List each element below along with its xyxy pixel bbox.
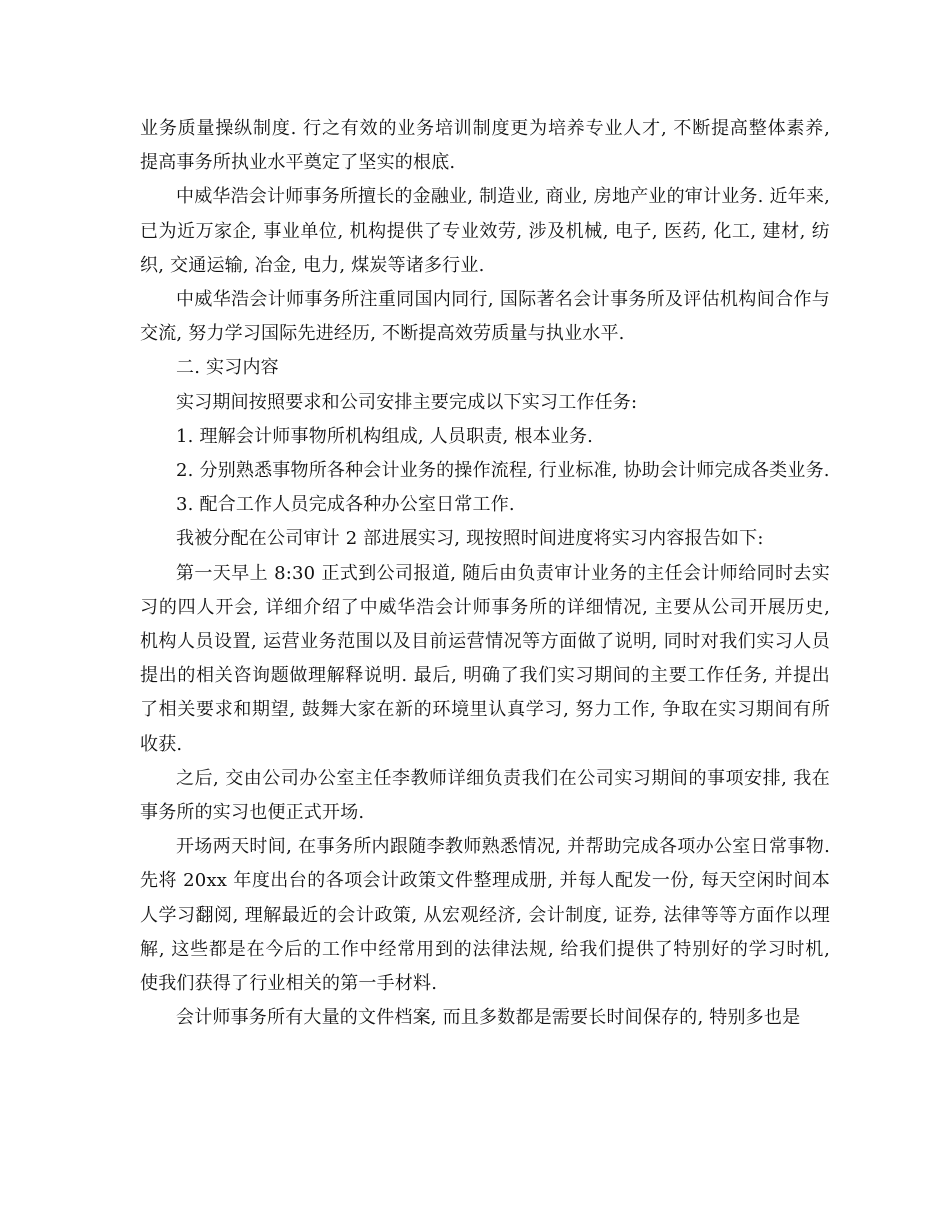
section-heading-internship-content: 二. 实习内容: [176, 357, 279, 379]
list-item-1: 1. 理解会计师事物所机构组成, 人员职责, 根本业务.: [176, 425, 594, 447]
list-item-3: 3. 配合工作人员完成各种办公室日常工作.: [176, 494, 515, 516]
paragraph-2: 中威华浩会计师事务所擅长的金融业, 制造业, 商业, 房地产业的审计业务. 近年来, 已为近万家企, 事业单位, 机构提供了专业效劳, 涉及机械, 电子, 医药, 化工, 建材, 纺织, 交通运输, 冶金, 电力, 煤炭等诸多行业.: [140, 186, 830, 276]
paragraph-12: 开场两天时间, 在事务所内跟随李教师熟悉情况, 并帮助完成各项办公室日常事物. 先将 20xx 年度出台的各项会计政策文件整理成册, 并每人配发一份, 每天空闲时间本人学习翻阅, 理解最近的会计政策, 从宏观经济, 会计制度, 证券, 法律等等方面作以理解, 这些都是在今后的工作中经常用到的法律法规, 给我们提供了特别好的学习时机, 使我们获得了行业相关的第一手材料.: [140, 836, 830, 995]
paragraph-9: 我被分配在公司审计 2 部进展实习, 现按照时间进度将实习内容报告如下:: [176, 528, 764, 550]
paragraph-11: 之后, 交由公司办公室主任李教师详细负责我们在公司实习期间的事项安排, 我在事务所的实习也便正式开场.: [140, 767, 830, 824]
list-item-2: 2. 分别熟悉事物所各种会计业务的操作流程, 行业标准, 协助会计师完成各类业务.: [176, 460, 830, 482]
paragraph-10: 第一天早上 8:30 正式到公司报道, 随后由负责审计业务的主任会计师给同时去实习的四人开会, 详细介绍了中威华浩会计师事务所的详细情况, 主要从公司开展历史, 机构人员设置, 运营业务范围以及目前运营情况等方面做了说明, 同时对我们实习人员提出的相关咨询题做理解释说明. 最后, 明确了我们实习期间的主要工作任务, 并提出了相关要求和期望, 鼓舞大家在新的环境里认真学习, 努力工作, 争取在实习期间有所收获.: [140, 562, 830, 755]
paragraph-1: 业务质量操纵制度. 行之有效的业务培训制度更为培养专业人才, 不断提高整体素养, 提高事务所执业水平奠定了坚实的根底.: [140, 118, 830, 174]
paragraph-5: 实习期间按照要求和公司安排主要完成以下实习工作任务:: [176, 391, 638, 413]
paragraph-13: 会计师事务所有大量的文件档案, 而且多数都是需要长时间保存的, 特别多也是: [176, 1007, 801, 1029]
paragraph-3: 中威华浩会计师事务所注重同国内同行, 国际著名会计事务所及评估机构间合作与交流, 努力学习国际先进经历, 不断提高效劳质量与执业水平.: [140, 289, 830, 345]
document-body: [140, 112, 830, 1035]
